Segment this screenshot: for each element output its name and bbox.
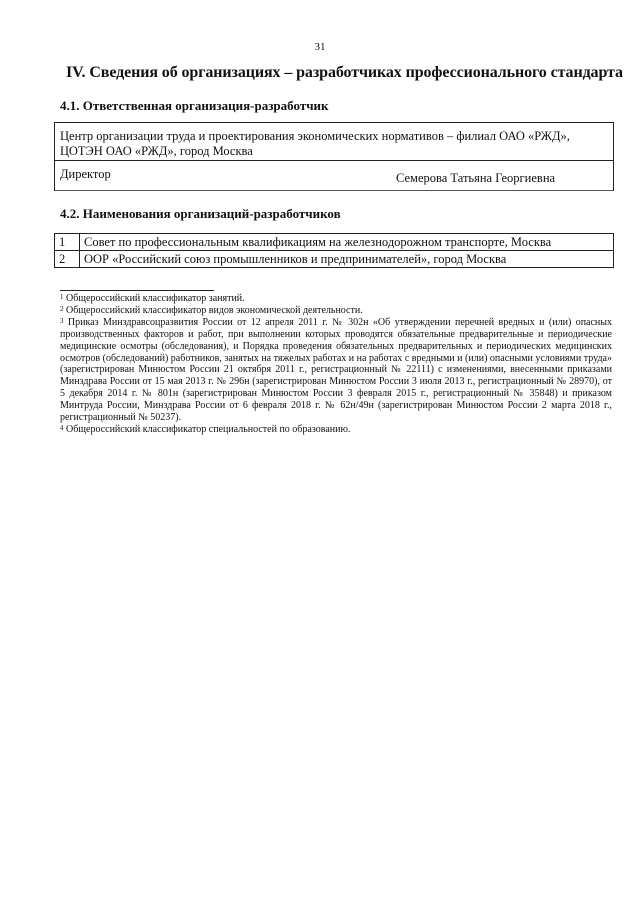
responsible-org-box [54,122,614,191]
section-title: IV. Сведения об организациях – разработчиках профессионального стандарта [66,64,623,81]
responsible-org-name: Центр организации труда и проектирования экономических нормативов – филиал ОАО «РЖД», ЦОТЭН ОАО «РЖД», город Москва [60,129,570,158]
footnote-text: Общероссийский классификатор специальностей по образованию. [66,423,351,435]
row-number: 1 [55,234,80,251]
responsible-org-heading: 4.1. Ответственная организация-разработчик [60,98,329,113]
table-row [55,251,614,268]
org-box-divider [54,160,614,161]
footnote [60,305,612,317]
page-number: 31 [314,41,326,53]
footnote-mark: 1 [60,293,64,301]
footnote-text: Приказ Минздравсоцразвития России от 12 апреля 2011 г. № 302н «Об утверждении перечней вредных и (или) опасных производственных факторов и работ, при выполнении которых проводятся обязательные предварительные и периодические медицинские осмотры (обследования), и Порядка проведения обязательных предварительных и периодических медицинских осмотров (обследований) работников, занятых на тяжелых работах и на работах с вредными и (или) опасными условиями труда» (зарегистрирован Минюстом России 21 октября 2011 г., регистрационный № 22111) с изменениями, внесенными приказами Минздрава России от 15 мая 2013 г. № 296н (зарегистрирован Минюстом России 3 июля 2013 г., регистрационный № 28970), от 5 декабря 2014 г. № 801н (зарегистрирован Минюстом России 3 февраля 2015 г., регистрационный № 35848) и приказом Минтруда России, Минздрава России от 6 февраля 2018 г. № 62н/49н (зарегистрирован Минюстом России 2 марта 2018 г., регистрационный № 50237). [60,316,612,424]
footnote-separator [60,290,214,291]
footnotes [60,293,612,436]
responsible-org-role: Директор [60,167,111,181]
table-row [55,234,614,251]
footnote-text: Общероссийский классификатор занятий. [66,293,245,304]
footnote-mark: 4 [60,423,64,432]
organization-name: ООР «Российский союз промышленников и предпринимателей», город Москва [80,251,614,268]
responsible-org-person: Семерова Татьяна Георгиевна [396,171,556,185]
row-number: 2 [55,251,80,268]
developers-table [54,233,614,268]
developers-heading: 4.2. Наименования организаций-разработчиков [60,206,341,221]
footnote [60,293,612,305]
footnote-mark: 3 [60,316,64,325]
organization-name: Совет по профессиональным квалификациям на железнодорожном транспорте, Москва [80,234,614,251]
signature-line [55,190,613,191]
footnote [60,424,612,436]
footnote-mark: 2 [60,304,64,313]
footnote-text: Общероссийский классификатор видов экономической деятельности. [66,304,363,316]
footnote [60,317,612,424]
